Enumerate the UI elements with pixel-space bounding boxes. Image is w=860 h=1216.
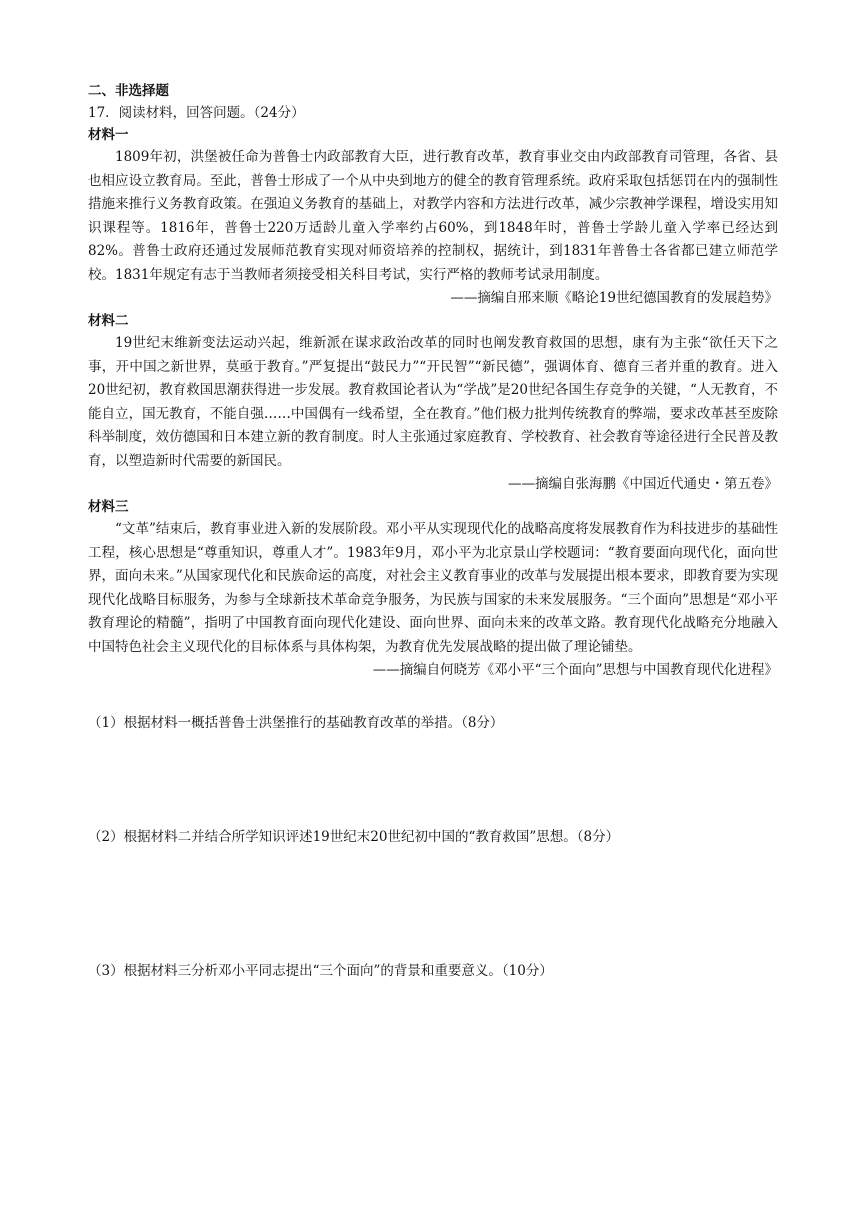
material-text: “文革”结束后，教育事业进入新的发展阶段。邓小平从实现现代化的战略高度将发展教育作为科技进步的基础性工程，核心思想是“尊重知识，尊重人才”。1983年9月，邓小平为北京景山学校题词：“教育要面向现代化，面向世界，面向未来。”从国家现代化和民族命运的高度，对社会主义教育事业的改革与发展提出根本要求，即教育要为实现现代化战略目标服务，为参与全球新技术革命竞争服务，为民族与国家的未来发展服务。“三个面向”思想是“邓小平教育理论的精髓”，指明了中国教育面向现代化建设、面向世界、面向未来的改革文路。教育现代化战略充分地融入中国特色社会主义现代化的目标体系与具体构架，为教育优先发展战略的提出做了理论铺垫。 <box>88 521 778 655</box>
material-heading: 材料二 <box>88 313 129 329</box>
sub-question-3: （3）根据材料三分析邓小平同志提出“三个面向”的背景和重要意义。（10分） <box>88 963 553 979</box>
question-block <box>88 80 778 682</box>
sub-question-2: （2）根据材料二并结合所学知识评述19世纪末20世纪初中国的“教育救国”思想。（8分） <box>88 829 620 845</box>
material-text: 19世纪末维新变法运动兴起，维新派在谋求政治改革的同时也阐发教育救国的思想，康有为主张“欲任天下之事，开中国之新世界，莫亟于教育。”严复提出“鼓民力”“开民智”“新民德”，强调体育、德育三者并重的教育。进入20世纪初，教育救国思潮获得进一步发展。教育救国论者认为“学战”是20世纪各国生存竞争的关键，“人无教育，不能自立，国无教育，不能自强……中国偶有一线希望，全在教育。”他们极力批判传统教育的弊端，要求改革甚至废除科举制度，效仿德国和日本建立新的教育制度。时人主张通过家庭教育、学校教育、社会教育等途径进行全民普及教育，以塑造新时代需要的新国民。 <box>88 335 778 469</box>
section-title: 二、非选择题 <box>88 83 169 99</box>
material-heading: 材料一 <box>88 127 129 143</box>
material-two <box>88 310 778 496</box>
material-source: ——摘编自张海鹏《中国近代通史・第五卷》 <box>508 476 778 492</box>
material-text: 1809年初，洪堡被任命为普鲁士内政部教育大臣，进行教育改革，教育事业交由内政部教育司管理，各省、县也相应设立教育局。至此，普鲁士形成了一个从中央到地方的健全的教育管理系统。政府采取包括惩罚在内的强制性措施来推行义务教育政策。在强迫义务教育的基础上，对教学内容和方法进行改革，减少宗教神学课程，增设实用知识课程等。1816年，普鲁士220万适龄儿童入学率约占60%，到1848年时，普鲁士学龄儿童入学率已经达到82%。普鲁士政府还通过发展师范教育实现对师资培养的控制权，据统计，到1831年普鲁士各省都已建立师范学校。1831年规定有志于当教师者须接受相关科目考试，实行严格的教师考试录用制度。 <box>88 149 778 283</box>
material-three <box>88 496 778 682</box>
material-heading: 材料三 <box>88 499 129 515</box>
question-stem: 17．阅读材料，回答问题。（24分） <box>88 105 305 121</box>
material-source: ——摘编自何晓芳《邓小平“三个面向”思想与中国教育现代化进程》 <box>372 662 778 678</box>
material-one <box>88 124 778 310</box>
sub-question-1: （1）根据材料一概括普鲁士洪堡推行的基础教育改革的举措。（8分） <box>88 715 504 731</box>
material-source: ——摘编自邢来顺《略论19世纪德国教育的发展趋势》 <box>450 290 778 306</box>
